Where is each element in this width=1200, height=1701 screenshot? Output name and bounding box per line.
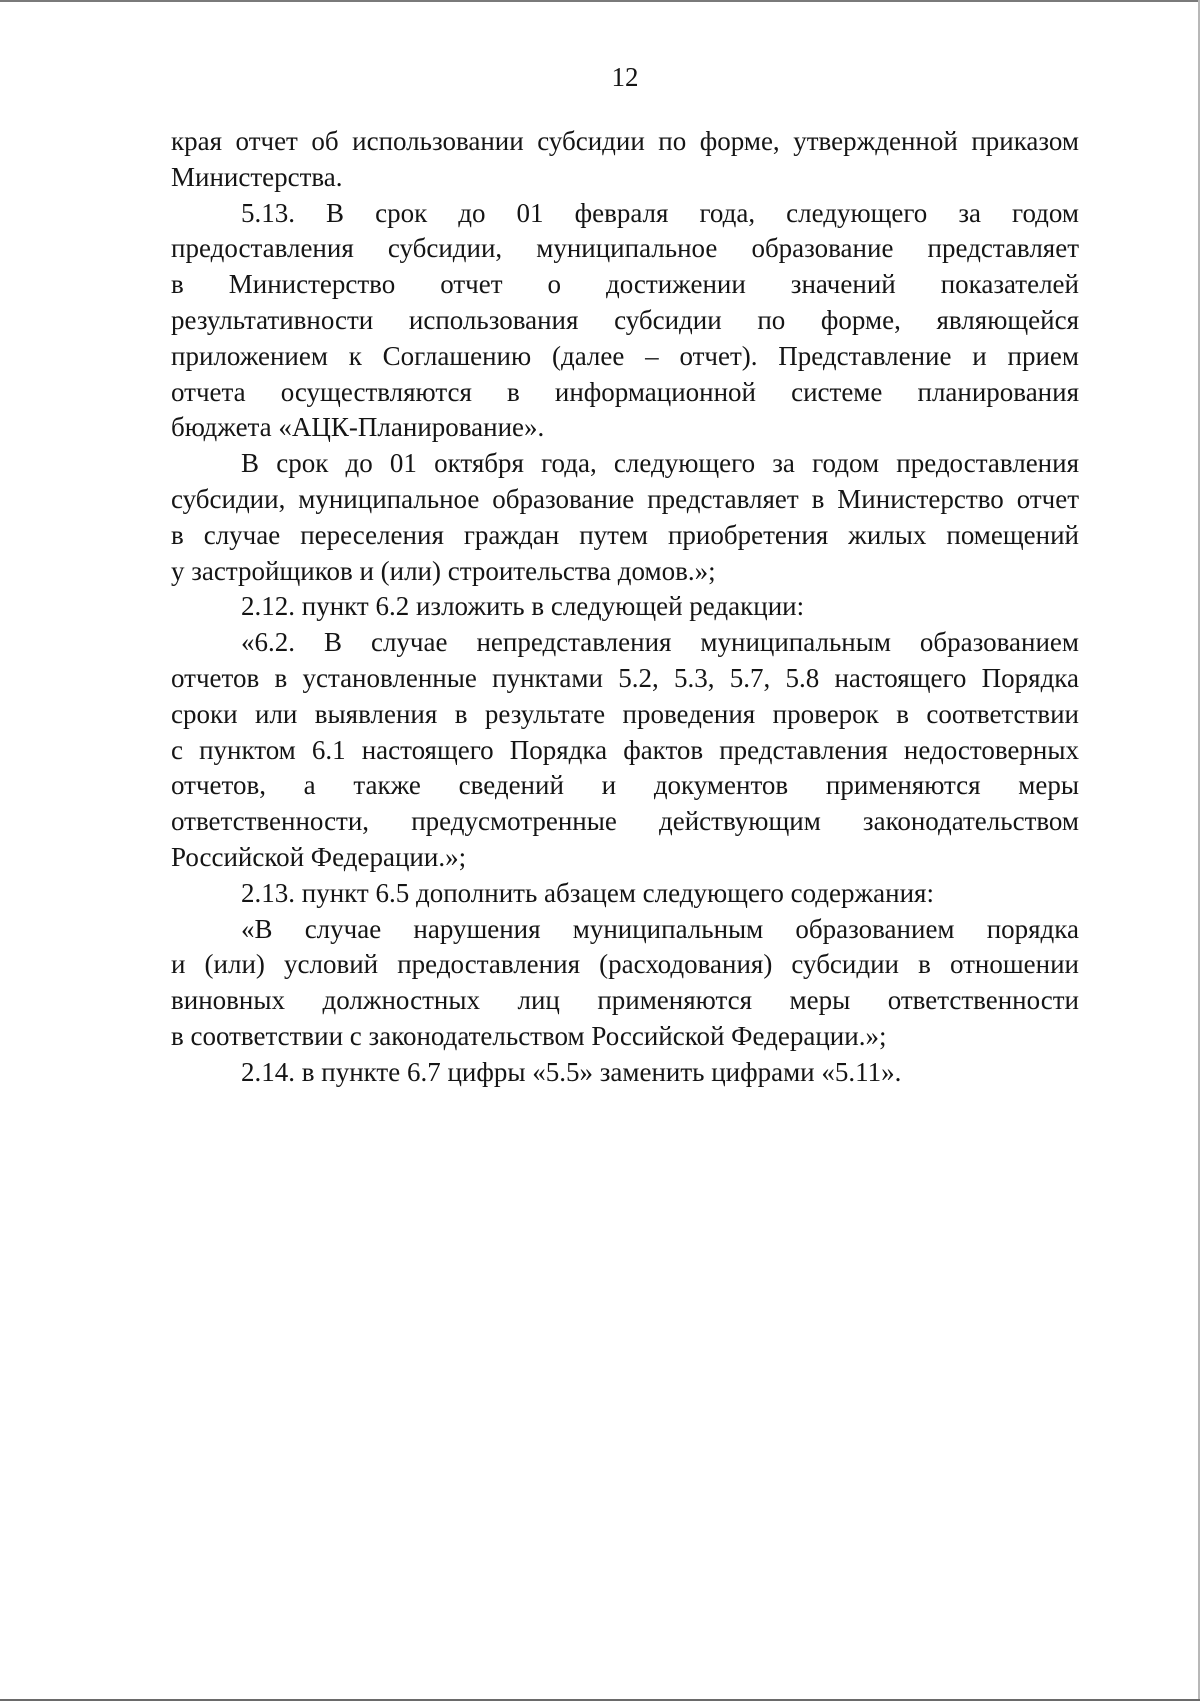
paragraph [171, 625, 1079, 876]
text-line: 2.13. пункт 6.5 дополнить абзацем следующего содержания: [241, 877, 934, 908]
text-line: Российской Федерации.»; [171, 841, 467, 872]
text-line: в Министерство отчет о достижении значений показателей [171, 269, 1079, 300]
paragraph [171, 446, 1079, 589]
scan-border-top [0, 0, 1200, 2]
text-line: отчета осуществляются в информационной системе планирования [171, 376, 1079, 407]
text-line: «6.2. В случае непредставления муниципальным образованием [241, 627, 1079, 658]
text-line: предоставления субсидии, муниципальное образование представляет [171, 233, 1079, 264]
text-line: субсидии, муниципальное образование представляет в Министерство отчет [171, 483, 1079, 514]
text-line: и (или) условий предоставления (расходования) субсидии в отношении [171, 949, 1079, 980]
paragraph [171, 124, 1079, 196]
paragraph [171, 589, 1079, 625]
text-line: 2.14. в пункте 6.7 цифры «5.5» заменить цифрами «5.11». [241, 1056, 902, 1087]
text-line: в случае переселения граждан путем приобретения жилых помещений [171, 519, 1079, 550]
text-line: отчетов в установленные пунктами 5.2, 5.3, 5.7, 5.8 настоящего Порядка [171, 662, 1079, 693]
text-line: ответственности, предусмотренные действующим законодательством [171, 806, 1079, 837]
text-line: сроки или выявления в результате проведения проверок в соответствии [171, 698, 1079, 729]
paragraph [171, 196, 1079, 447]
text-line: бюджета «АЦК-Планирование». [171, 412, 545, 443]
text-line: края отчет об использовании субсидии по форме, утвержденной приказом [171, 126, 1079, 156]
paragraph [171, 1055, 1079, 1091]
text-line: у застройщиков и (или) строительства домов.»; [171, 555, 716, 586]
page-number: 12 [611, 62, 639, 92]
text-line: 5.13. В срок до 01 февраля года, следующего за годом [241, 197, 1079, 228]
text-line: отчетов, а также сведений и документов применяются меры [171, 770, 1079, 801]
text-line: В срок до 01 октября года, следующего за годом предоставления [241, 448, 1079, 479]
text-line: Министерства. [171, 161, 343, 192]
text-line: с пунктом 6.1 настоящего Порядка фактов представления недостоверных [171, 734, 1079, 765]
text-line: результативности использования субсидии по форме, являющейся [171, 304, 1079, 335]
text-line: «В случае нарушения муниципальным образованием порядка [241, 913, 1079, 944]
text-line: 2.12. пункт 6.2 изложить в следующей редакции: [241, 591, 805, 622]
document-body [171, 124, 1079, 1091]
text-line: в соответствии с законодательством Российской Федерации.»; [171, 1020, 887, 1051]
text-line: виновных должностных лиц применяются меры ответственности [171, 985, 1079, 1016]
paragraph [171, 876, 1079, 912]
text-line: приложением к Соглашению (далее – отчет). Представление и прием [171, 340, 1079, 371]
paragraph [171, 912, 1079, 1055]
